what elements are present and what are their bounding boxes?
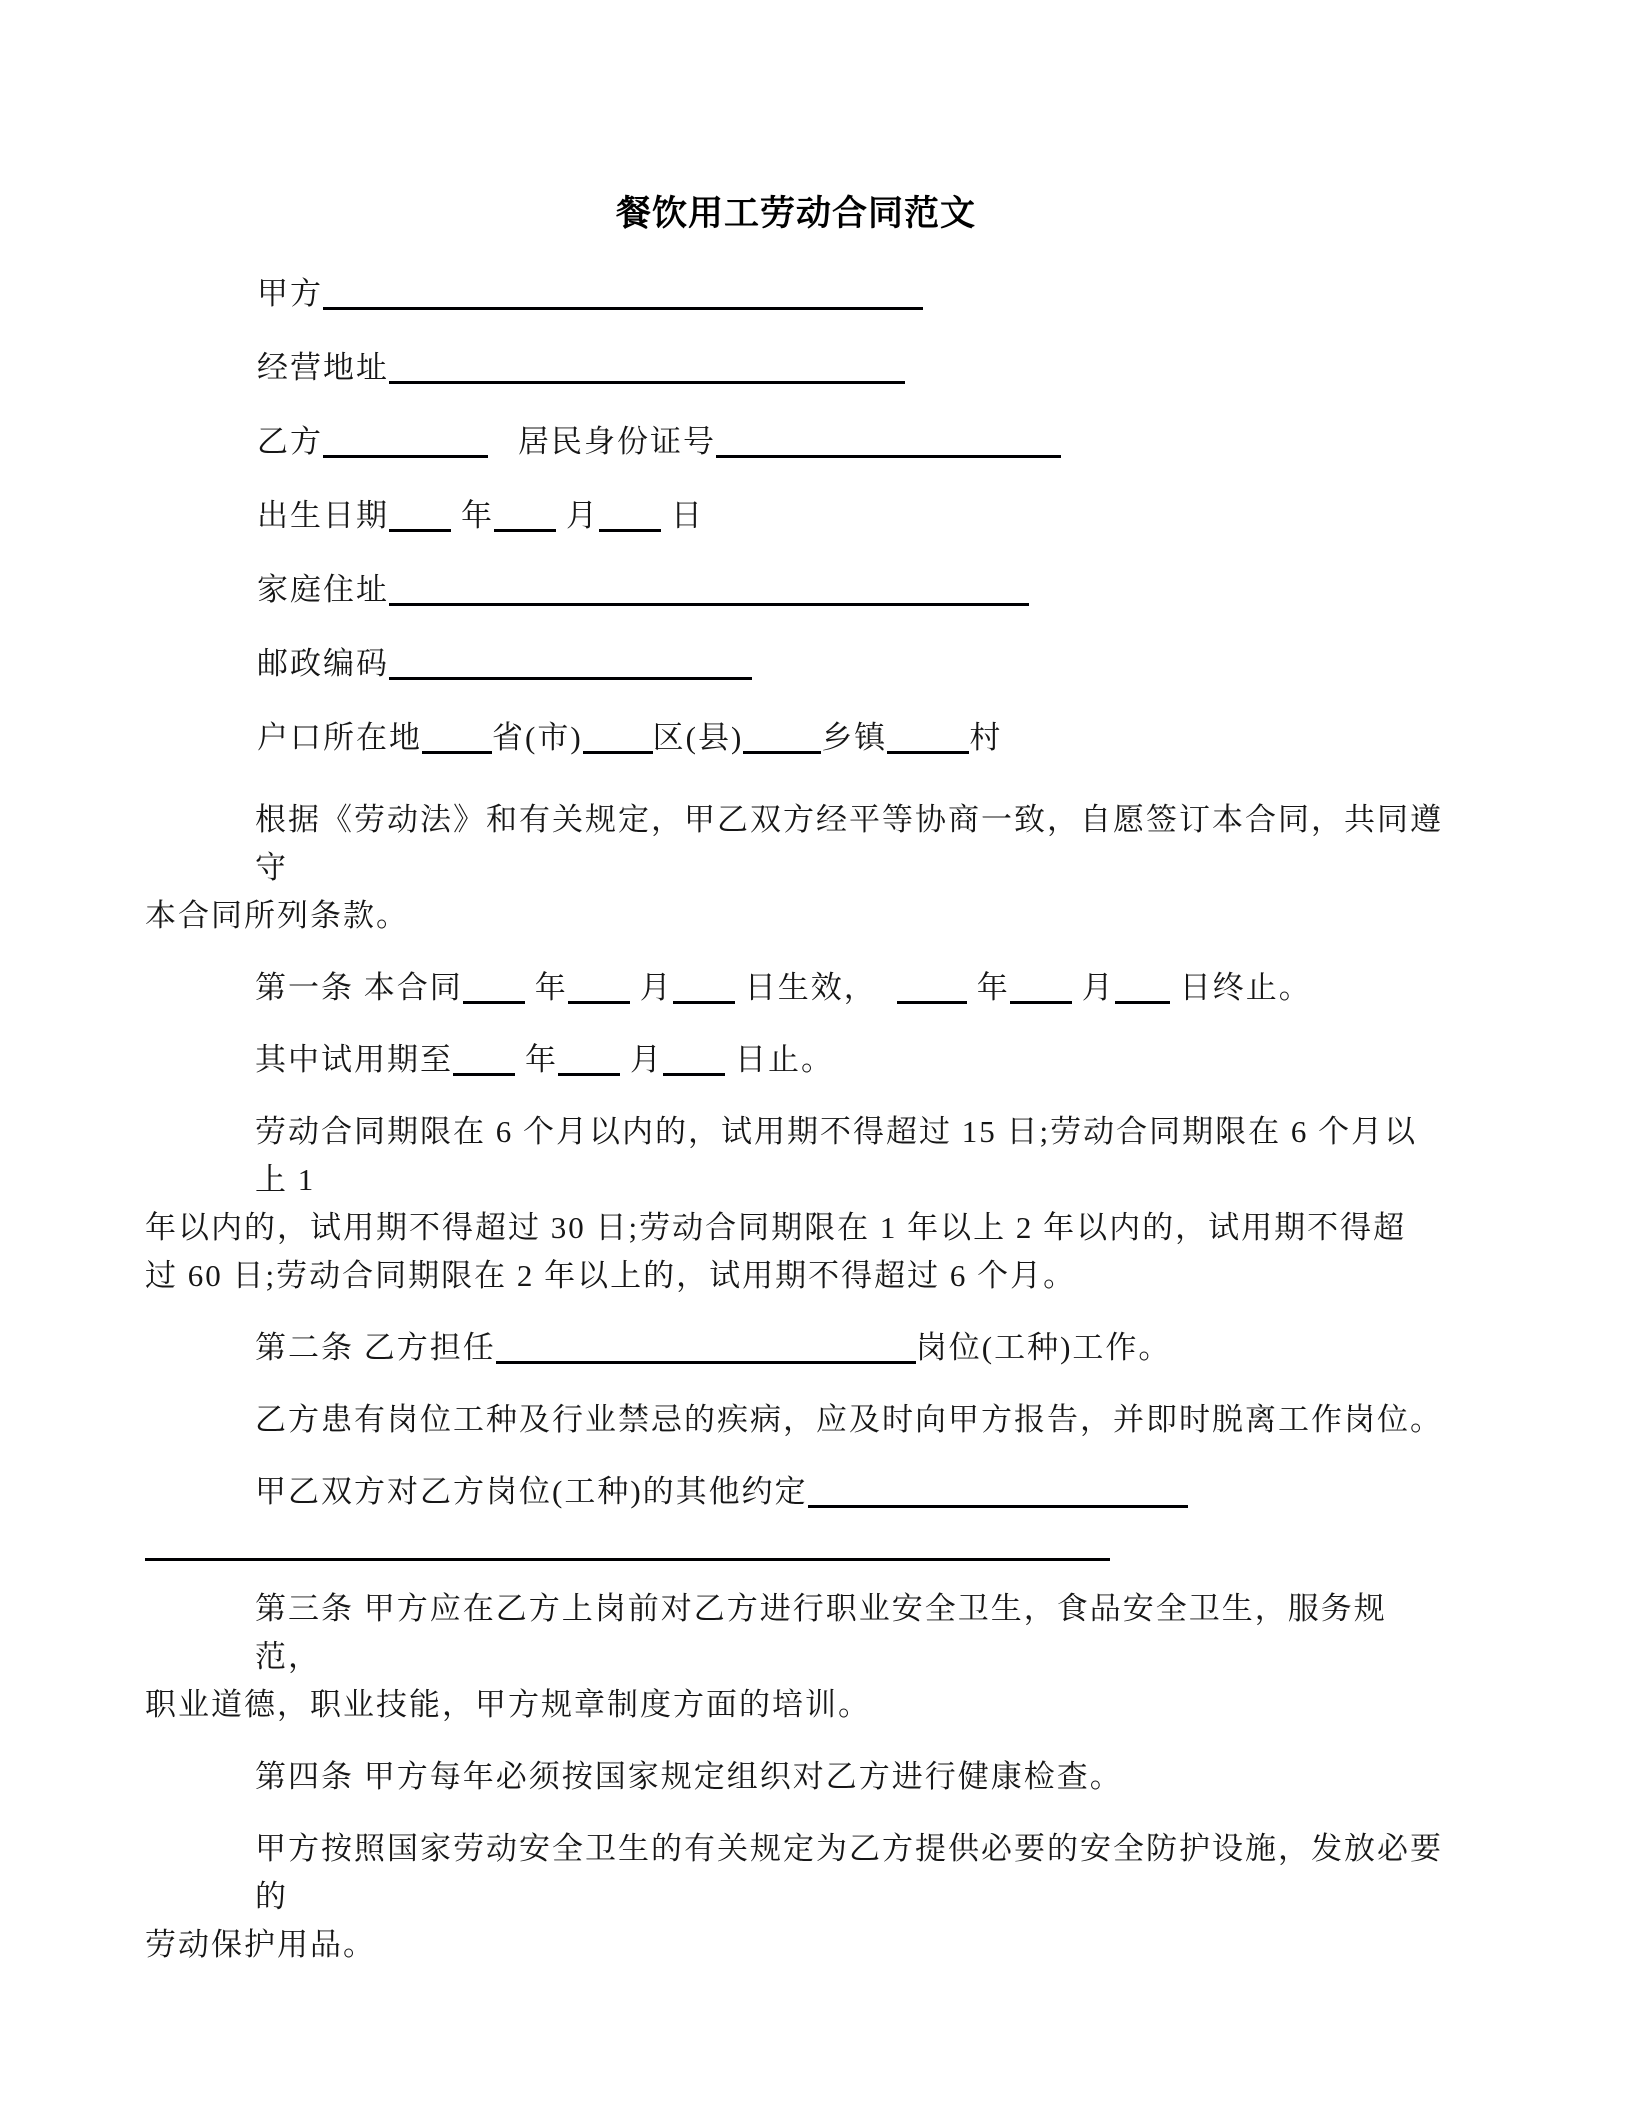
clause-2-prefix: 第二条 乙方担任: [255, 1330, 496, 1365]
registry-village-blank: [887, 721, 969, 754]
birth-month-blank: [494, 499, 556, 532]
party-a-label: 甲方: [257, 276, 323, 311]
postal-code-label: 邮政编码: [257, 646, 389, 681]
clause-5-paragraph: [145, 1825, 1447, 1969]
district-label: 区(县): [652, 720, 744, 755]
clause-2-other-prefix: 甲乙双方对乙方岗位(工种)的其他约定: [255, 1474, 808, 1509]
intro-line-1: 根据《劳动法》和有关规定，甲乙双方经平等协商一致，自愿签订本合同，共同遵守: [255, 802, 1443, 885]
clause-1-terminate-text: 日终止。: [1179, 970, 1312, 1005]
party-b-blank: [323, 425, 488, 458]
probation-limits-line-3: 过 60 日;劳动合同期限在 2 年以上的，试用期不得超过 6 个月。: [145, 1258, 1077, 1293]
clause-4-line: 第四条 甲方每年必须按国家规定组织对乙方进行健康检查。: [255, 1759, 1123, 1794]
birth-year-blank: [389, 499, 451, 532]
probation-month-blank: [558, 1043, 620, 1076]
month-label: 月: [630, 1042, 663, 1077]
month-label: 月: [1081, 970, 1115, 1005]
clause-3-paragraph: [145, 1585, 1447, 1729]
birth-date-label: 出生日期: [257, 498, 389, 533]
clauses-section: [145, 796, 1447, 1969]
clause-1-prefix: 第一条 本合同: [255, 970, 463, 1005]
probation-until-end: 日止。: [735, 1042, 834, 1077]
form-row-home-address: [145, 553, 1447, 627]
form-row-postal-code: [145, 627, 1447, 701]
birth-day-blank: [599, 499, 661, 532]
clause-2-disease-paragraph: [145, 1396, 1447, 1444]
home-address-label: 家庭住址: [257, 572, 389, 607]
province-label: 省(市): [492, 720, 583, 755]
party-a-blank: [323, 277, 923, 310]
other-agreement-continuation-blank: [145, 1516, 1110, 1561]
start-month-blank: [568, 971, 630, 1004]
document-title: 餐饮用工劳动合同范文: [615, 194, 976, 233]
form-row-birth-date: [145, 479, 1447, 553]
other-agreement-blank: [808, 1475, 1188, 1508]
intro-line-2: 本合同所列条款。: [145, 898, 409, 933]
home-address-blank: [389, 573, 1029, 606]
probation-until-prefix: 其中试用期至: [255, 1042, 453, 1077]
clause-1-effective-text: 日生效，: [744, 970, 877, 1005]
id-number-label: 居民身份证号: [518, 424, 716, 459]
clause-5-line-2: 劳动保护用品。: [145, 1927, 376, 1962]
year-label: 年: [976, 970, 1010, 1005]
party-b-label: 乙方: [257, 424, 323, 459]
registry-township-blank: [743, 721, 821, 754]
clause-1-term-line: [145, 964, 1447, 1012]
intro-paragraph: [145, 796, 1447, 940]
id-number-blank: [716, 425, 1061, 458]
header-form-section: [145, 257, 1447, 775]
clause-2-suffix: 岗位(工种)工作。: [915, 1330, 1172, 1365]
clause-2-disease-line: 乙方患有岗位工种及行业禁忌的疾病，应及时向甲方报告，并即时脱离工作岗位。: [255, 1402, 1443, 1437]
clause-4-paragraph: [145, 1753, 1447, 1801]
document-content: [0, 196, 1632, 1969]
year-label: 年: [461, 498, 494, 533]
start-year-blank: [463, 971, 525, 1004]
clause-2-other-paragraph: [145, 1468, 1447, 1561]
form-row-party-b: [145, 405, 1447, 479]
probation-until-line: [145, 1036, 1447, 1084]
end-day-blank: [1115, 971, 1170, 1004]
year-label: 年: [525, 1042, 558, 1077]
clause-3-line-2: 职业道德，职业技能，甲方规章制度方面的培训。: [145, 1687, 871, 1722]
month-label: 月: [566, 498, 599, 533]
registry-province-blank: [422, 721, 492, 754]
form-row-registry: [145, 701, 1447, 775]
registry-district-blank: [583, 721, 653, 754]
form-row-business-address: [145, 331, 1447, 405]
month-label: 月: [639, 970, 673, 1005]
business-address-blank: [389, 351, 905, 384]
clause-2-position-line: [145, 1324, 1447, 1372]
postal-code-blank: [389, 647, 752, 680]
form-row-party-a: [145, 257, 1447, 331]
clause-2-other-line: [145, 1468, 1447, 1516]
probation-year-blank: [453, 1043, 515, 1076]
clause-5-line-1: 甲方按照国家劳动安全卫生的有关规定为乙方提供必要的安全防护设施，发放必要的: [255, 1831, 1443, 1914]
day-label: 日: [671, 498, 704, 533]
village-label: 村: [969, 720, 1003, 755]
business-address-label: 经营地址: [257, 350, 389, 385]
clause-1-term-paragraph: [145, 964, 1447, 1012]
township-label: 乡镇: [821, 720, 888, 755]
year-label: 年: [534, 970, 568, 1005]
end-year-blank: [897, 971, 967, 1004]
probation-limits-line-2: 年以内的，试用期不得超过 30 日;劳动合同期限在 1 年以上 2 年以内的，试用期不得超: [145, 1210, 1407, 1245]
probation-until-paragraph: [145, 1036, 1447, 1084]
start-day-blank: [673, 971, 735, 1004]
position-blank: [496, 1331, 916, 1364]
end-month-blank: [1010, 971, 1072, 1004]
clause-2-position-paragraph: [145, 1324, 1447, 1372]
probation-limits-paragraph: [145, 1108, 1447, 1300]
clause-3-line-1: 第三条 甲方应在乙方上岗前对乙方进行职业安全卫生，食品安全卫生，服务规范，: [255, 1591, 1387, 1674]
probation-day-blank: [663, 1043, 725, 1076]
registry-label: 户口所在地: [257, 720, 422, 755]
probation-limits-line-1: 劳动合同期限在 6 个月以内的，试用期不得超过 15 日;劳动合同期限在 6 个月以上 1: [255, 1114, 1418, 1197]
